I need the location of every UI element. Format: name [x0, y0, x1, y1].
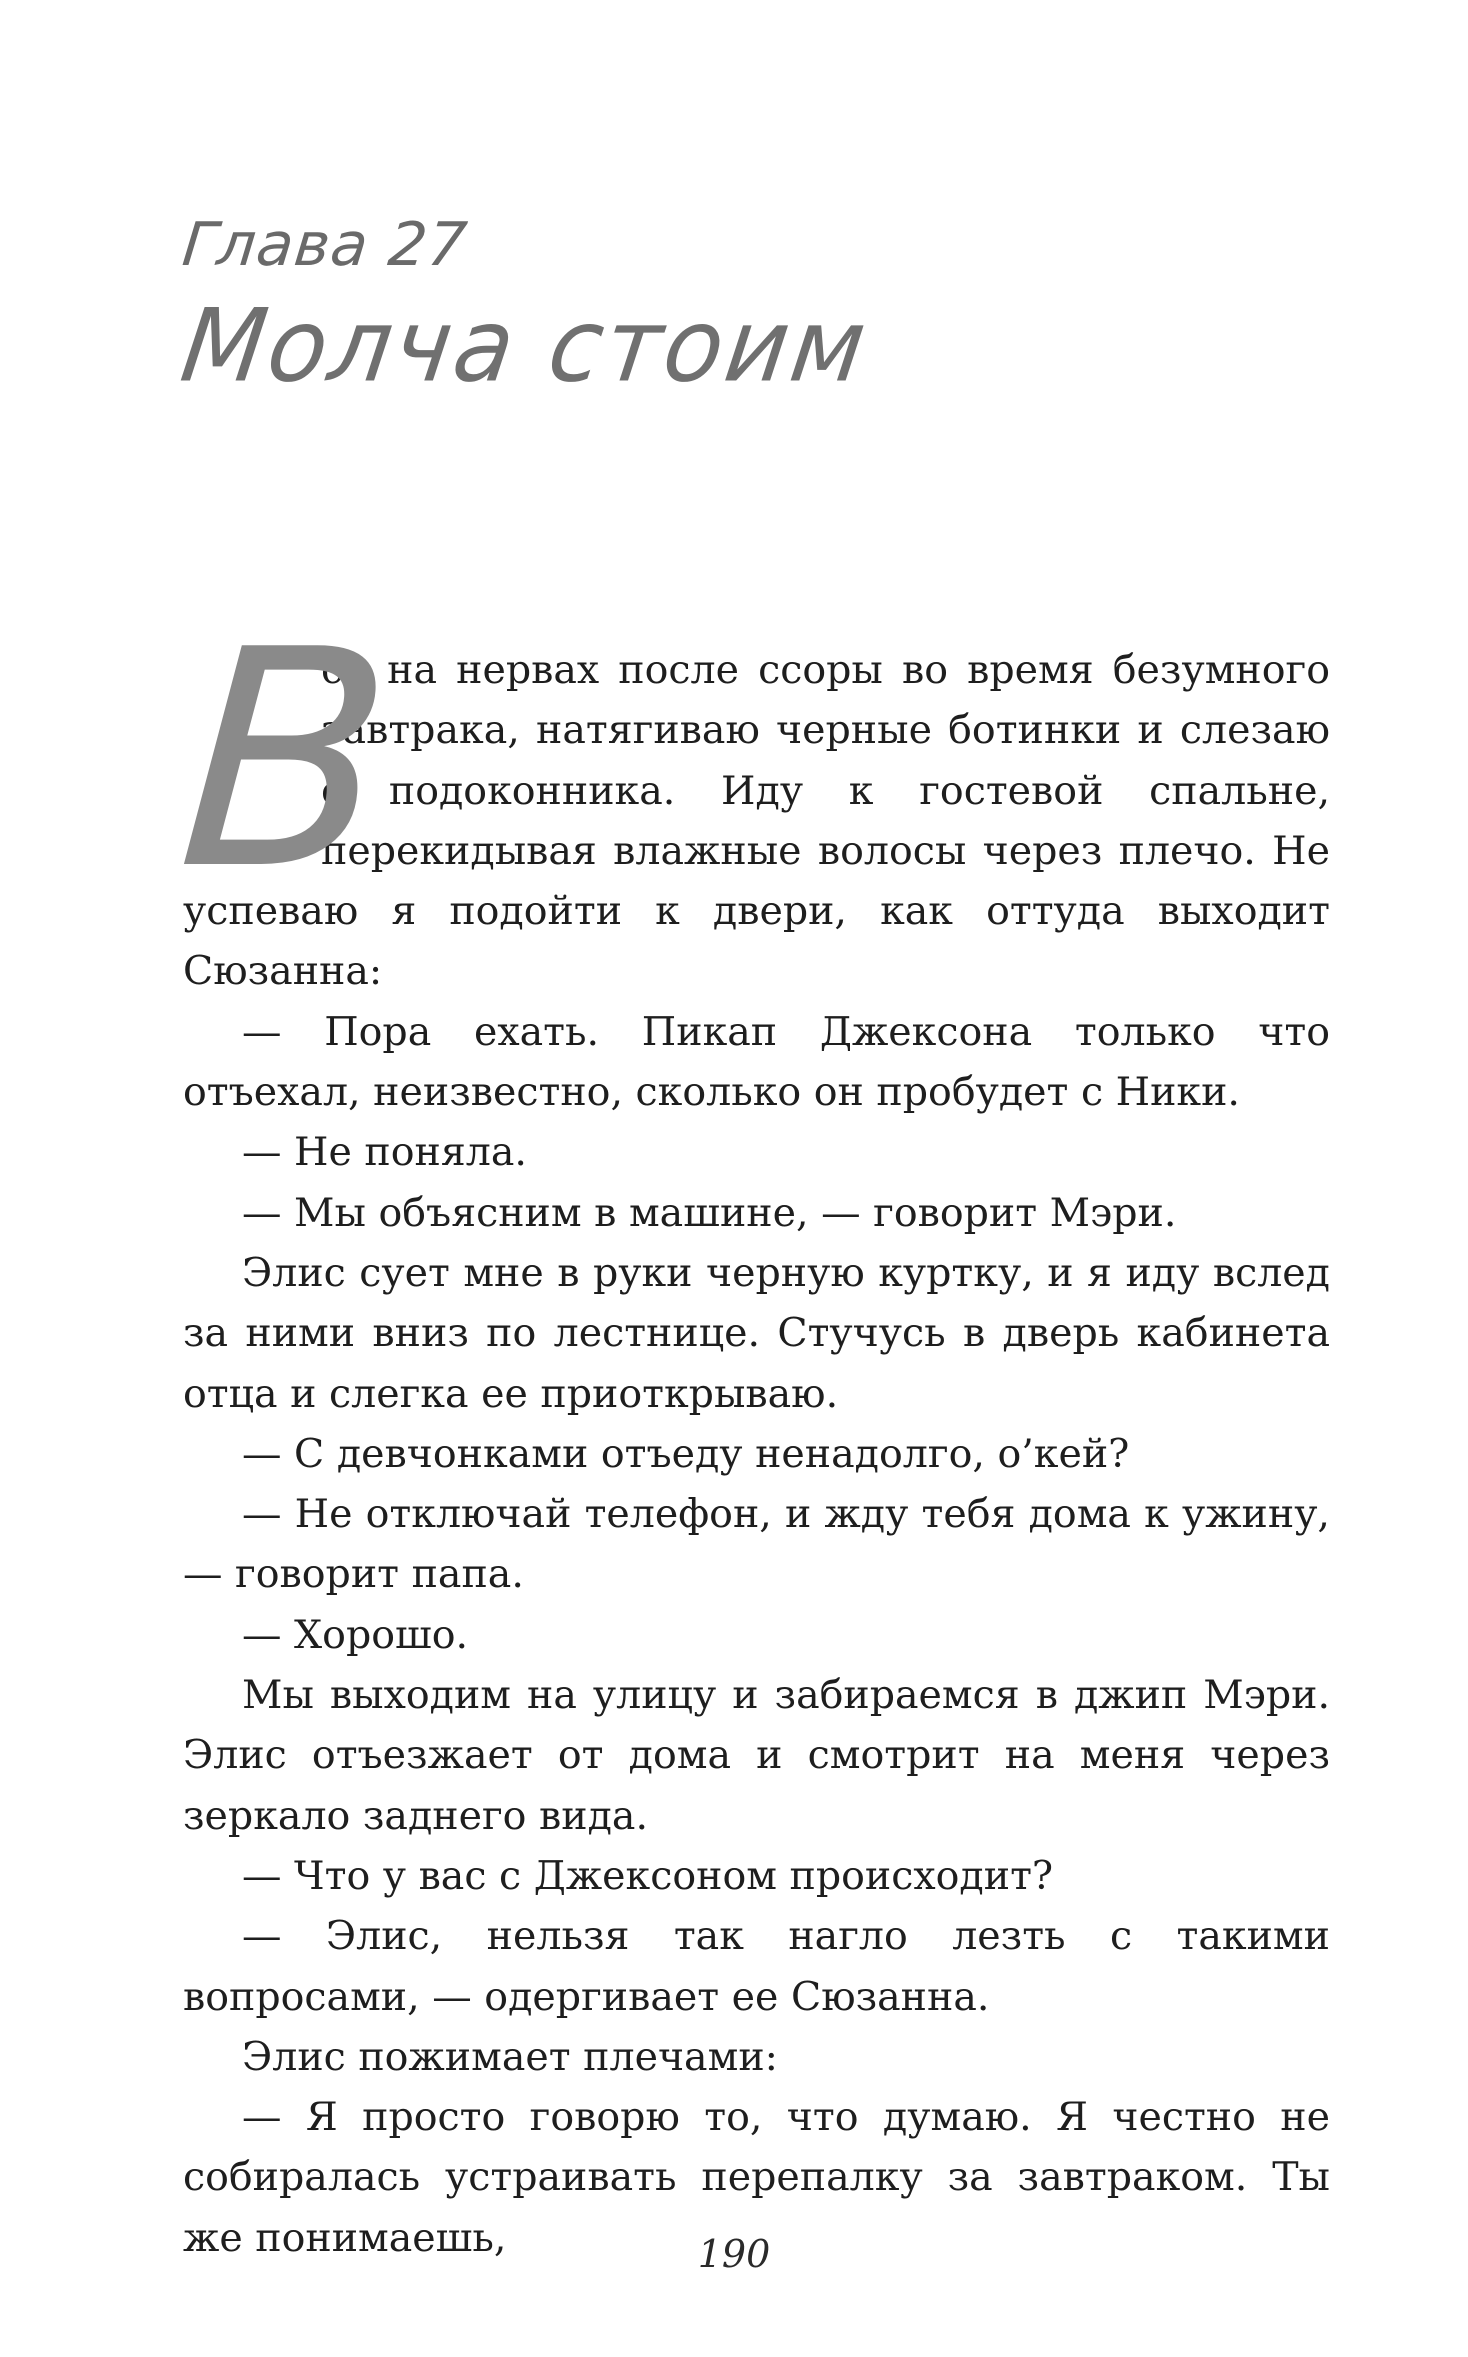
paragraph: — Я просто говорю то, что думаю. Я честно не собиралась устраивать перепалку за завтраком. Ты же понимаешь, [183, 2094, 1330, 2261]
drop-cap: В [170, 586, 402, 935]
body-text [170, 586, 1330, 2268]
paragraph: — Элис, нельзя так нагло лезть с такими вопросами, — одергивает ее Сюзанна. [183, 1913, 1330, 2020]
paragraph: — Хорошо. [242, 1611, 469, 1658]
paragraph: — Не отключай телефон, и жду тебя дома к ужину, — говорит папа. [183, 1491, 1330, 1598]
paragraph: — Не поняла. [242, 1129, 527, 1176]
paragraph: — Что у вас с Джексоном происходит? [242, 1852, 1054, 1899]
page-number: 190 [697, 2232, 771, 2276]
chapter-title: Молча стоим [174, 287, 876, 405]
paragraph: — С девчонками отъеду ненадолго, о’кей? [242, 1430, 1130, 1477]
chapter-heading [174, 205, 876, 405]
paragraph: — Мы объясним в машине, — говорит Мэри. [242, 1189, 1177, 1236]
paragraph: — Пора ехать. Пикап Джексона только что отъехал, неизвестно, сколько он пробудет с Ники. [183, 1008, 1330, 1116]
paragraph: ся на нервах после ссоры во время безумного завтрака, натягиваю черные ботинки и слезаю с подоконника. Иду к гостевой спальне, перекидывая влажные волосы через плечо. Не успеваю я подойти к двери, как оттуда выходит Сюзанна: [183, 647, 1330, 995]
chapter-number: Глава 27 [179, 210, 471, 280]
paragraph: Элис пожимает плечами: [242, 2033, 778, 2080]
paragraph: Элис сует мне в руки черную куртку, и я иду вслед за ними вниз по лестнице. Стучусь в дверь кабинета отца и слегка ее приоткрываю. [183, 1249, 1330, 1417]
paragraph: Мы выходим на улицу и забираемся в джип Мэри. Элис отъезжает от дома и смотрит на меня через зеркало заднего вида. [183, 1672, 1330, 1839]
